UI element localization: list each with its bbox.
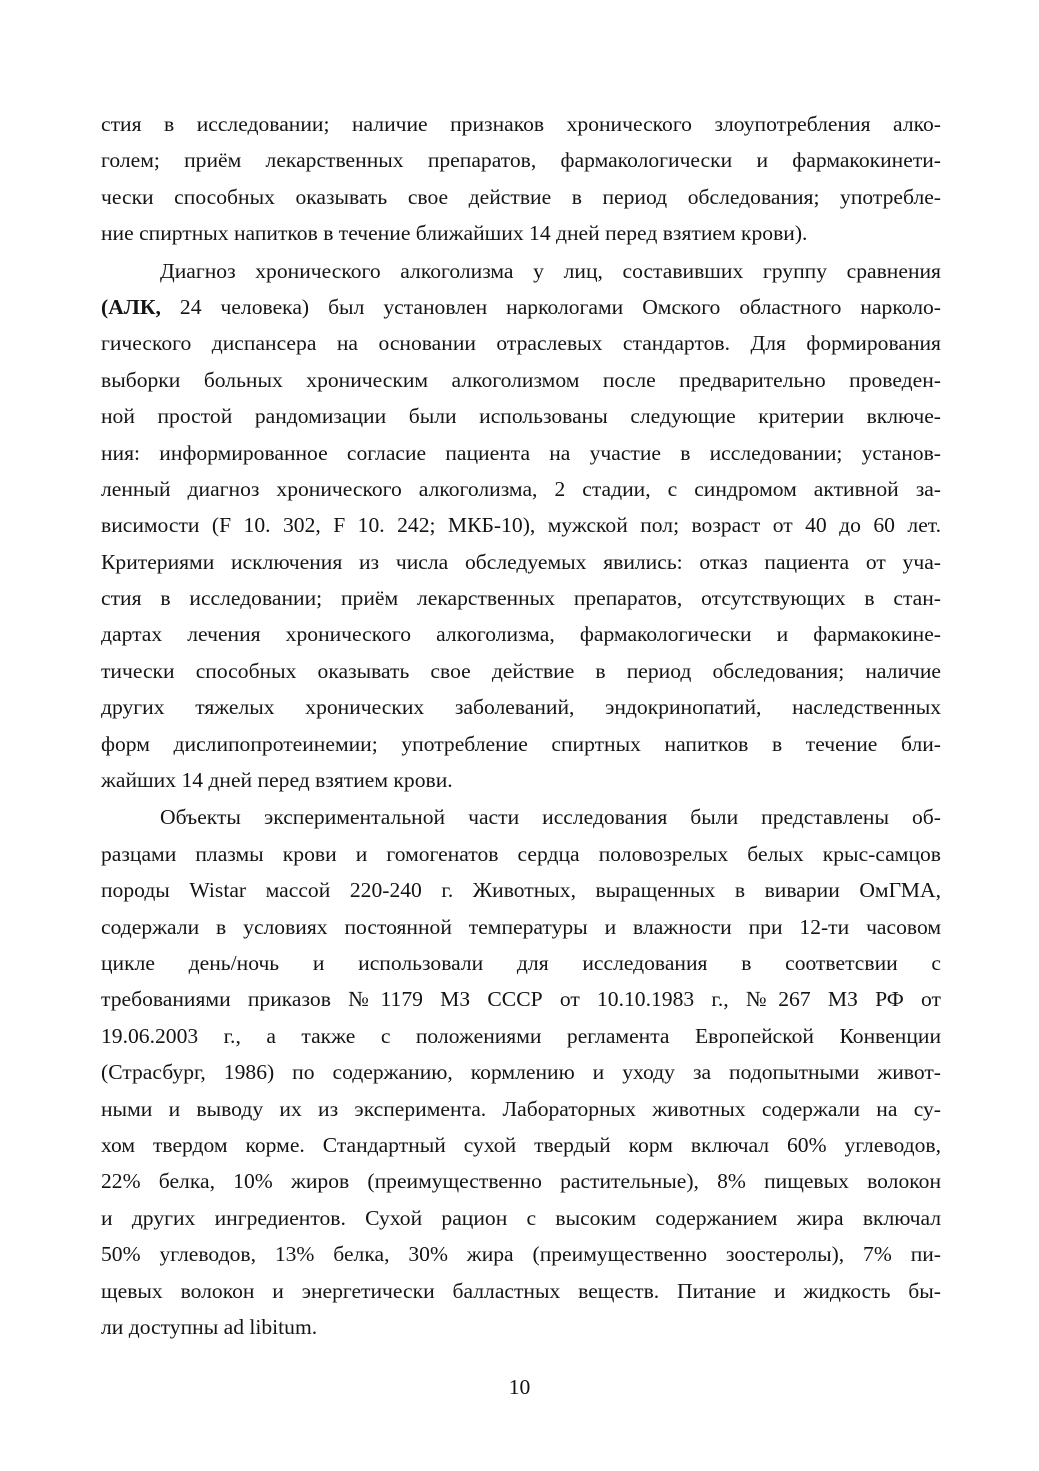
text-line: других тяжелых хронических заболеваний, эндокринопатий, наследственных — [101, 695, 941, 720]
text-line: породы Wistar массой 220-240 г. Животных, выращенных в виварии ОмГМА, — [101, 878, 941, 903]
text-line: ленный диагноз хронического алкоголизма, 2 стадии, с синдромом активной за- — [101, 476, 941, 501]
text-line: чески способных оказывать свое действие в период обследования; употребле- — [101, 184, 941, 209]
text-line: Объекты экспериментальной части исследования были представлены об- — [160, 805, 941, 830]
text-line: цикле день/ночь и использовали для исследования в соответсвии с — [101, 950, 941, 975]
text-line: жайших 14 дней перед взятием крови. — [101, 768, 453, 793]
text-line-with-bold — [101, 289, 941, 325]
text-line: хом твердом корме. Стандартный сухой твердый корм включал 60% углеводов, — [101, 1132, 941, 1157]
text-line-rest: 24 человека) был установлен наркологами Омского областного нарколо- — [179, 294, 941, 319]
text-line: форм дислипопротеинемии; употребление спиртных напитков в течение бли- — [101, 731, 941, 756]
document-page — [101, 106, 941, 1345]
text-line: ной простой рандомизации были использованы следующие критерии включе- — [101, 404, 941, 429]
text-line: содержали в условиях постоянной температуры и влажности при 12-ти часовом — [101, 914, 941, 939]
text-line: ния: информированное согласие пациента на участие в исследовании; установ- — [101, 440, 941, 465]
text-line: и других ингредиентов. Сухой рацион с высоким содержанием жира включал — [101, 1205, 941, 1230]
text-line: голем; приём лекарственных препаратов, фармакологически и фармакокинети- — [101, 148, 941, 173]
text-line: ние спиртных напитков в течение ближайших 14 дней перед взятием крови). — [101, 221, 808, 246]
text-line: 19.06.2003 г., а также с положениями регламента Европейской Конвенции — [101, 1023, 941, 1048]
text-line: ли доступны ad libitum. — [101, 1314, 318, 1339]
text-line: дартах лечения хронического алкоголизма, фармакологически и фармакокине- — [101, 622, 941, 647]
bold-abbreviation: (АЛК, — [101, 294, 161, 319]
text-line: 22% белка, 10% жиров (преимущественно растительные), 8% пищевых волокон — [101, 1169, 941, 1194]
text-line: требованиями приказов №1179 МЗ СССР от 10.10.1983 г., №267 МЗ РФ от — [101, 987, 941, 1012]
text-line: гического диспансера на основании отраслевых стандартов. Для формирования — [101, 331, 941, 356]
text-line: Диагноз хронического алкоголизма у лиц, составивших группу сравнения — [160, 258, 941, 283]
text-line: тически способных оказывать свое действие в период обследования; наличие — [101, 658, 941, 683]
text-line: ными и выводу их из эксперимента. Лабораторных животных содержали на су- — [101, 1096, 941, 1121]
text-line: (Страсбург, 1986) по содержанию, кормлению и уходу за подопытными живот- — [101, 1060, 941, 1085]
text-line: щевых волокон и энергетически балластных веществ. Питание и жидкость бы- — [101, 1278, 941, 1303]
text-line: Критериями исключения из числа обследуемых явились: отказ пациента от уча- — [101, 549, 941, 574]
text-line: стия в исследовании; приём лекарственных препаратов, отсутствующих в стан- — [101, 586, 941, 611]
paragraph-3 — [101, 799, 941, 1345]
paragraph-2 — [101, 253, 941, 799]
paragraph-1 — [101, 106, 941, 252]
text-line: выборки больных хроническим алкоголизмом после предварительно проведен- — [101, 367, 941, 392]
text-line: висимости (F 10. 302, F 10. 242; МКБ-10), мужской пол; возраст от 40 до 60 лет. — [101, 513, 941, 538]
page-number: 10 — [508, 1375, 531, 1399]
text-line: разцами плазмы крови и гомогенатов сердца половозрелых белых крыс-самцов — [101, 841, 941, 866]
text-line: 50% углеводов, 13% белка, 30% жира (преимущественно зоостеролы), 7% пи- — [101, 1242, 941, 1267]
text-line: стия в исследовании; наличие признаков хронического злоупотребления алко- — [101, 112, 941, 136]
